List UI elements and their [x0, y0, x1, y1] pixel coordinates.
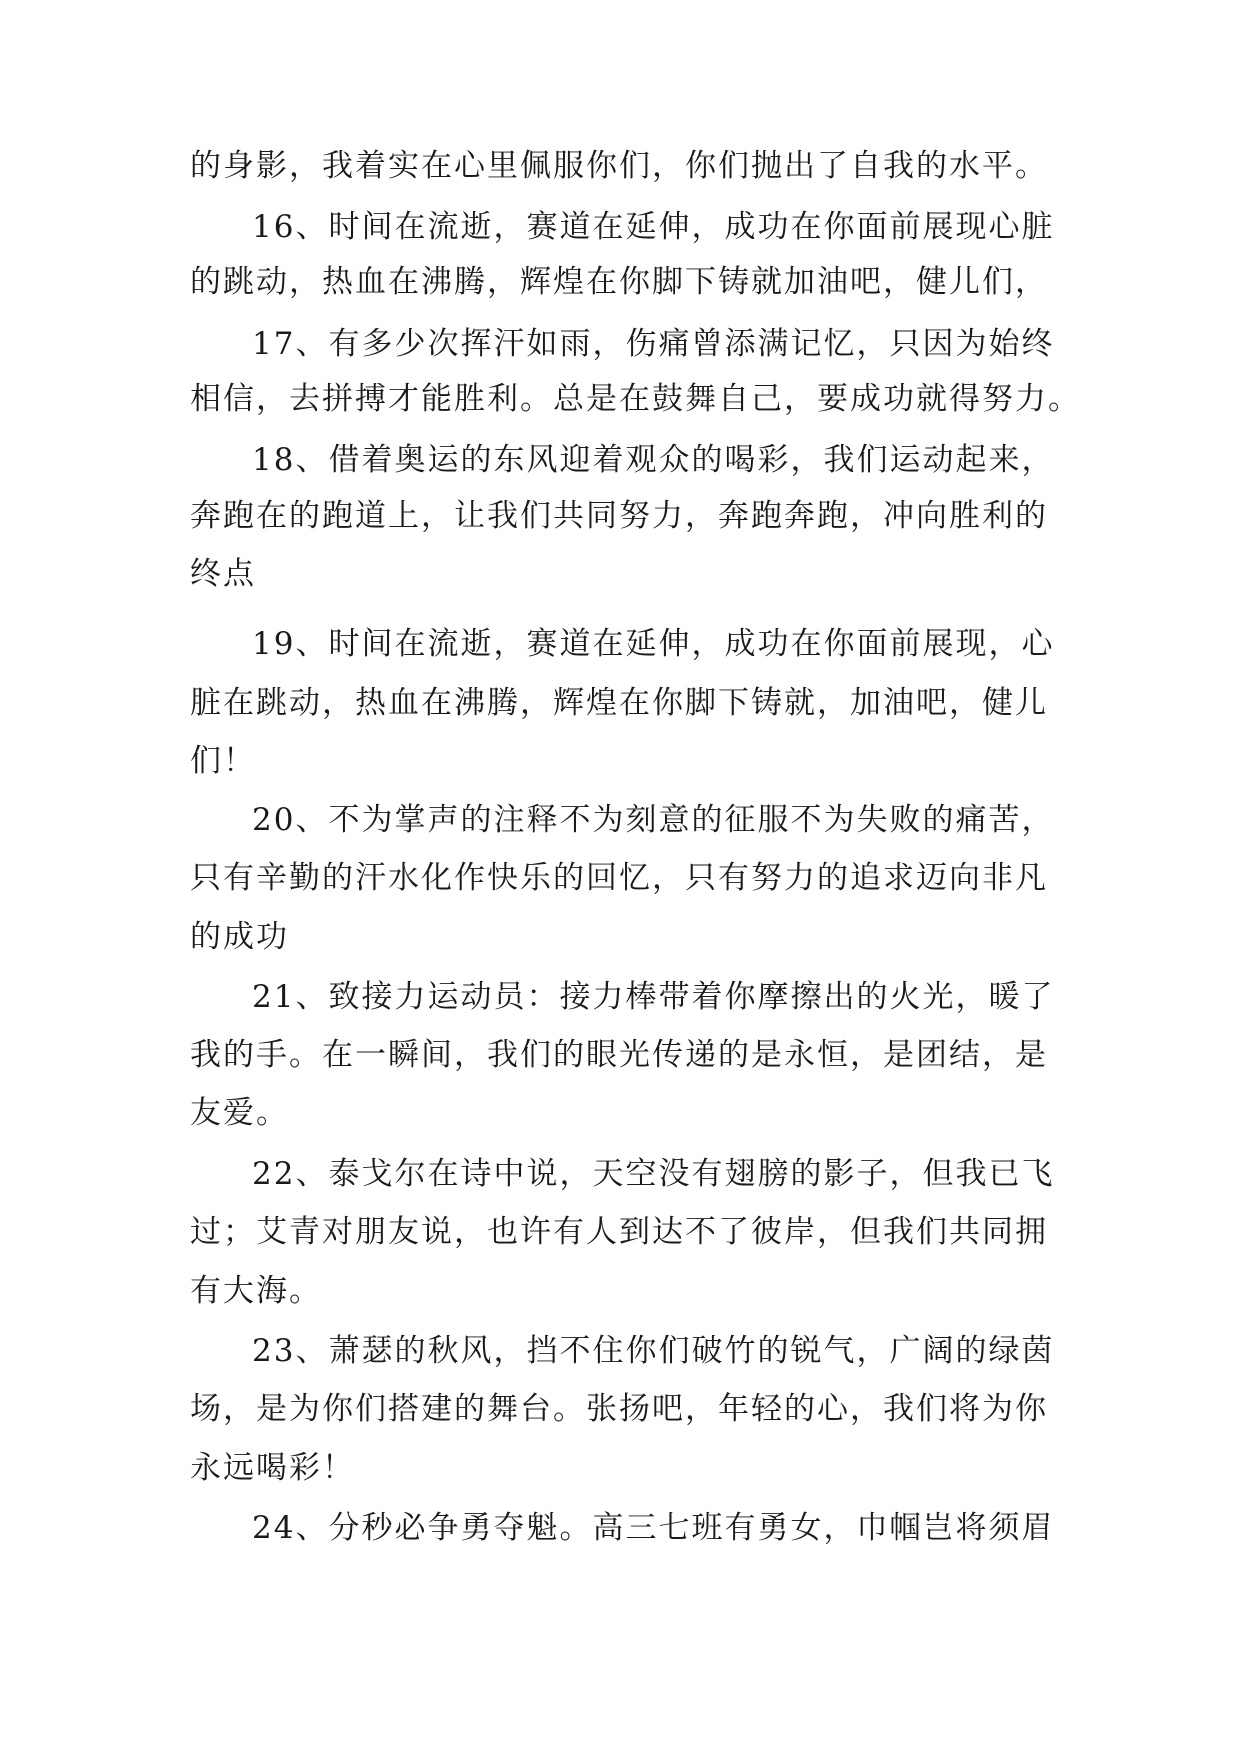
text-line: 24、分秒必争勇夺魁。高三七班有勇女，巾帼岂将须眉: [252, 1510, 1055, 1546]
text-line: 17、有多少次挥汗如雨，伤痛曾添满记忆，只因为始终: [252, 326, 1055, 362]
text-line: 的成功: [190, 919, 289, 955]
text-line: 19、时间在流逝，赛道在延伸，成功在你面前展现，心: [252, 626, 1055, 662]
text-line: 22、泰戈尔在诗中说，天空没有翅膀的影子，但我已飞: [252, 1156, 1055, 1192]
text-line: 我的手。在一瞬间，我们的眼光传递的是永恒，是团结，是: [190, 1037, 1048, 1073]
text-line: 们！: [190, 743, 256, 779]
text-line: 奔跑在的跑道上，让我们共同努力，奔跑奔跑，冲向胜利的: [190, 498, 1048, 534]
text-line: 20、不为掌声的注释不为刻意的征服不为失败的痛苦，: [252, 802, 1055, 838]
text-line: 只有辛勤的汗水化作快乐的回忆，只有努力的追求迈向非凡: [190, 860, 1048, 896]
text-line: 的身影，我着实在心里佩服你们，你们抛出了自我的水平。: [190, 148, 1048, 184]
text-line: 21、致接力运动员：接力棒带着你摩擦出的火光，暖了: [252, 979, 1055, 1015]
text-line: 的跳动，热血在沸腾，辉煌在你脚下铸就加油吧，健儿们，: [190, 264, 1048, 300]
text-line: 终点: [190, 556, 256, 592]
text-line: 脏在跳动，热血在沸腾，辉煌在你脚下铸就，加油吧，健儿: [190, 685, 1048, 721]
text-line: 16、时间在流逝，赛道在延伸，成功在你面前展现心脏: [252, 209, 1055, 245]
text-line: 有大海。: [190, 1273, 322, 1309]
text-line: 友爱。: [190, 1095, 289, 1131]
text-line: 18、借着奥运的东风迎着观众的喝彩，我们运动起来，: [252, 442, 1055, 478]
text-line: 相信，去拼搏才能胜利。总是在鼓舞自己，要成功就得努力。: [190, 381, 1081, 417]
text-line: 场，是为你们搭建的舞台。张扬吧，年轻的心，我们将为你: [190, 1391, 1048, 1427]
text-line: 永远喝彩！: [190, 1450, 355, 1486]
text-line: 23、萧瑟的秋风，挡不住你们破竹的锐气，广阔的绿茵: [252, 1333, 1055, 1369]
text-line: 过；艾青对朋友说，也许有人到达不了彼岸，但我们共同拥: [190, 1214, 1048, 1250]
